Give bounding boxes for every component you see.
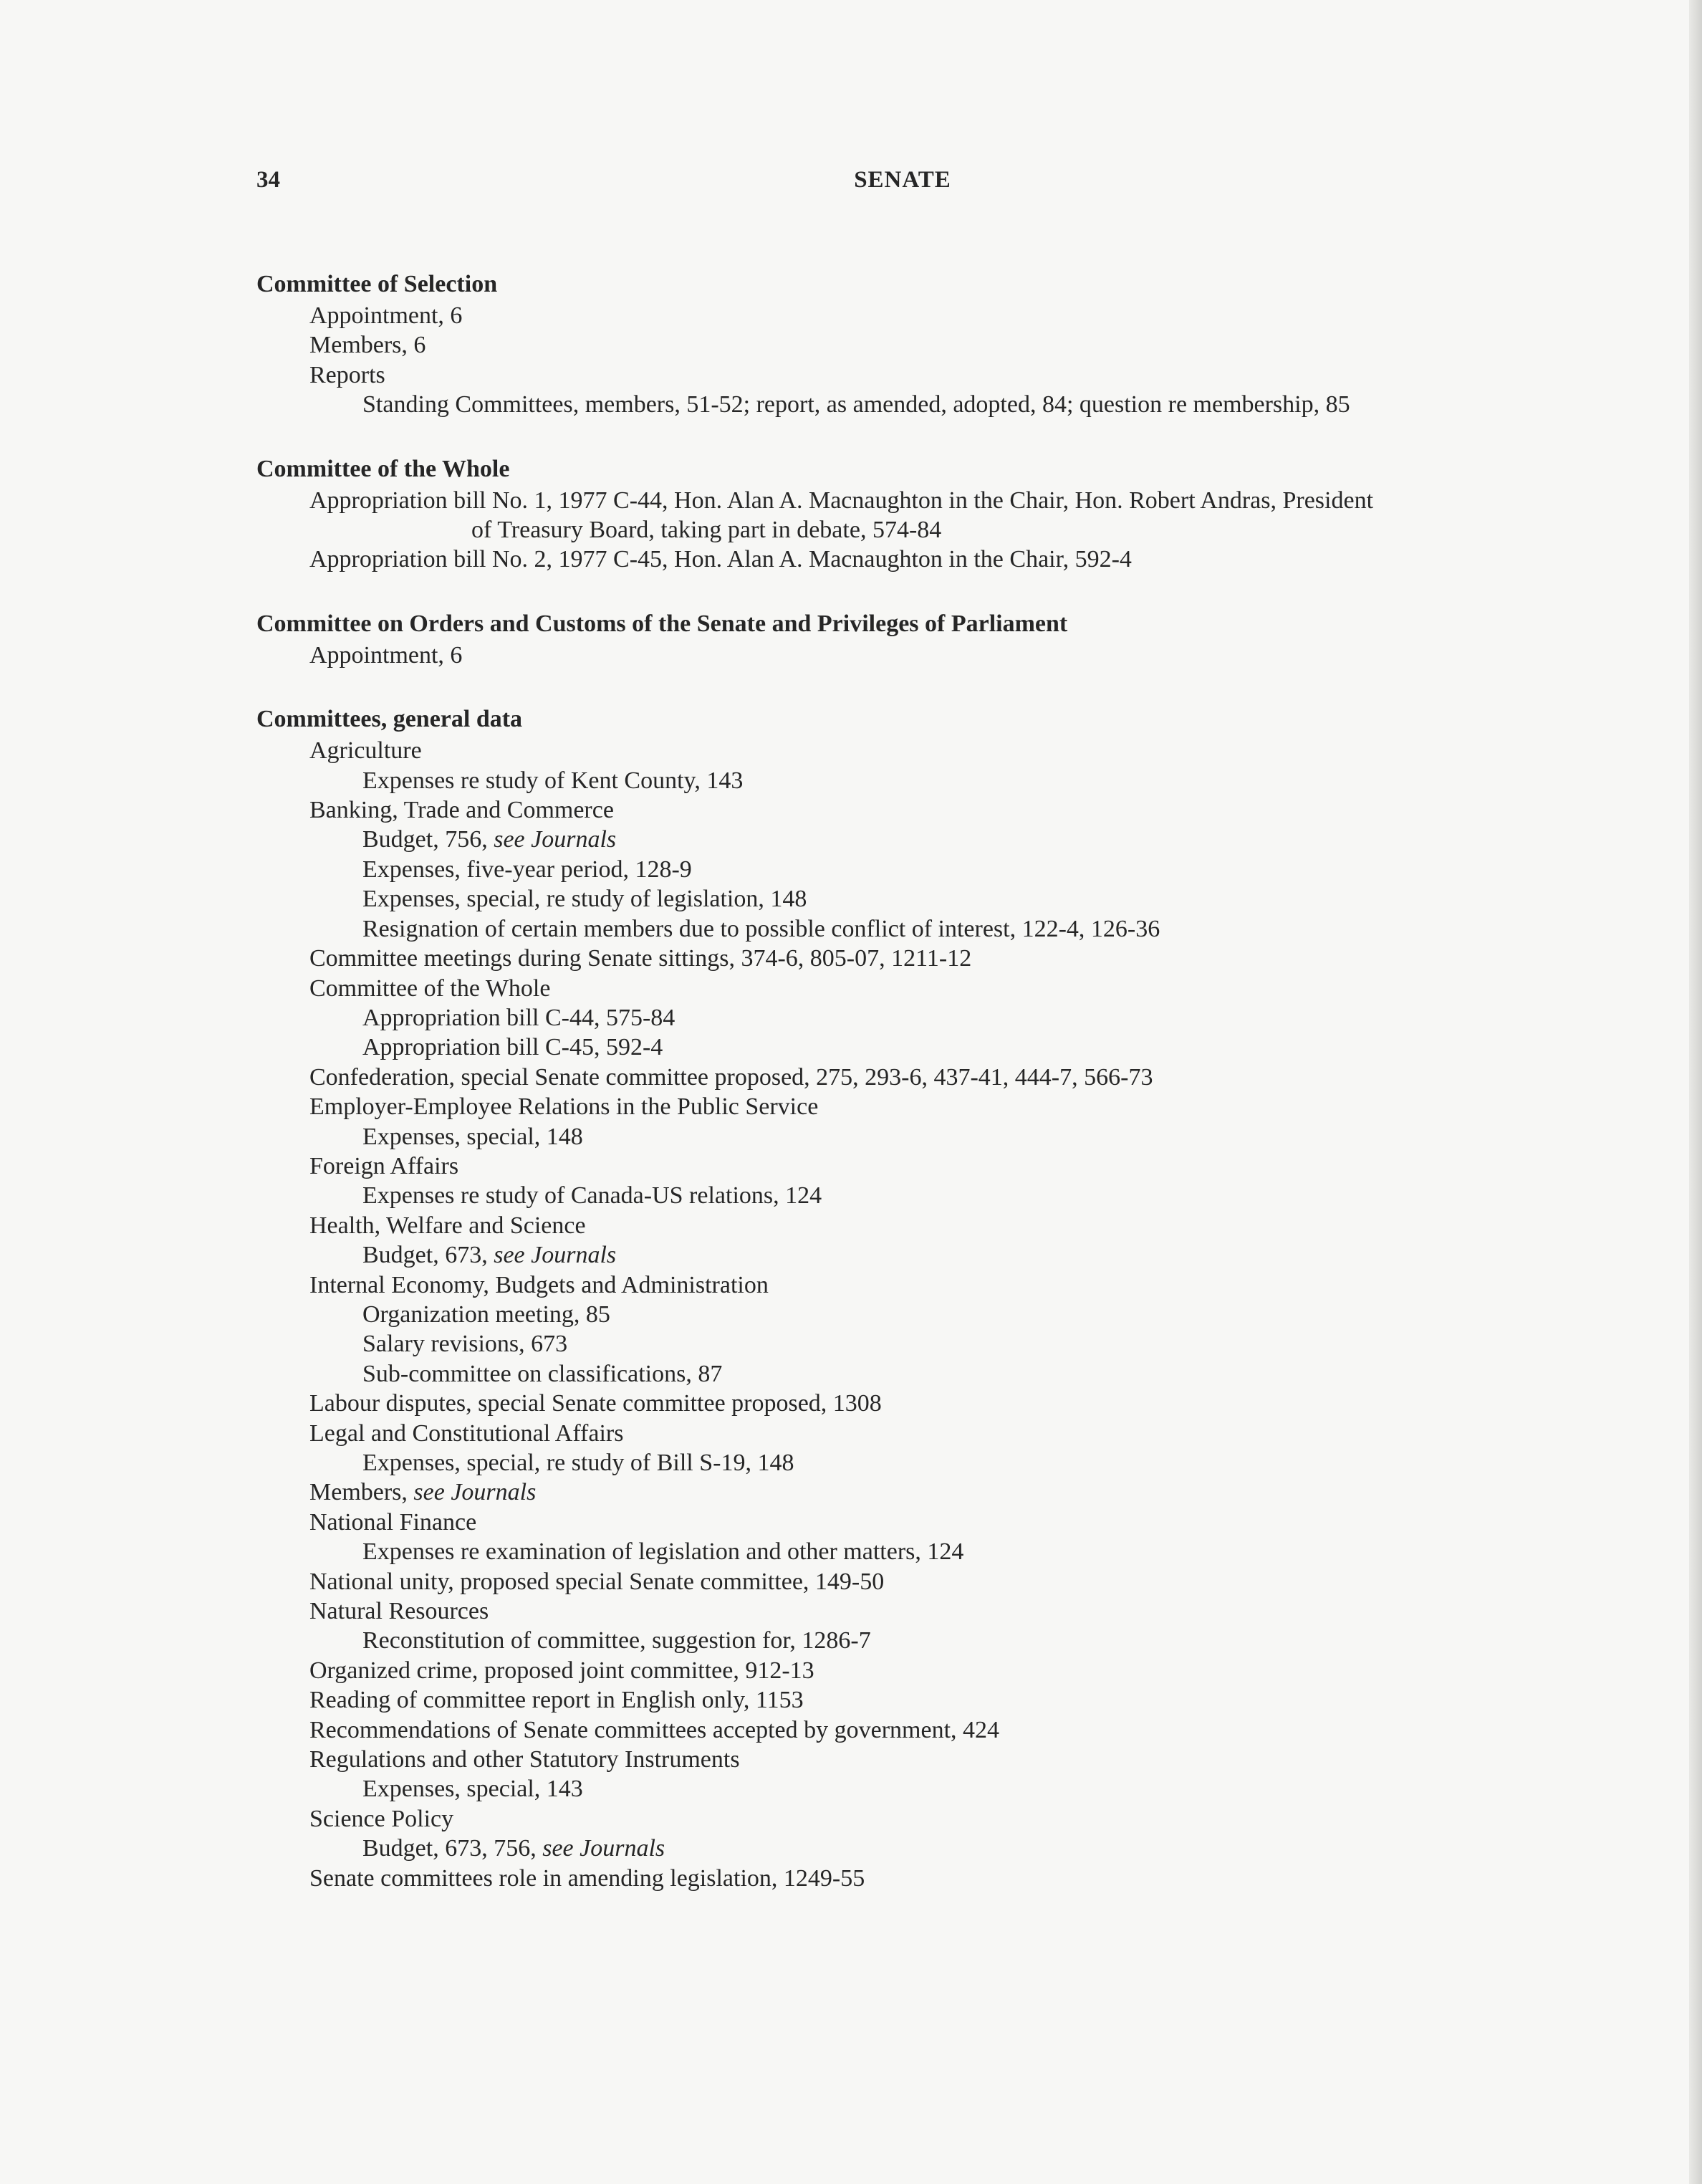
sub-subentry: Appropriation bill C-45, 592-4	[362, 1034, 663, 1061]
running-title: SENATE	[854, 167, 951, 193]
sub-subentry: Expenses, special, re study of Bill S-19, 148	[362, 1450, 794, 1476]
subentry: Recommendations of Senate committees accepted by government, 424	[309, 1716, 1000, 1743]
sub-subentry: Sub-committee on classifications, 87	[362, 1360, 723, 1387]
subentry: Senate committees role in amending legislation, 1249-55	[309, 1864, 865, 1892]
index-entry-committees-general-data	[256, 703, 1567, 1893]
subentry: Labour disputes, special Senate committee proposed, 1308	[309, 1390, 882, 1417]
subentry: Appropriation bill No. 2, 1977 C-45, Hon. Alan A. Macnaughton in the Chair, 592-4	[309, 546, 1132, 573]
cross-reference: see Journals	[494, 1242, 617, 1269]
entry-heading: Committee of the Whole	[256, 455, 510, 482]
sub-subentry	[256, 1240, 1567, 1270]
sub-subentry: Expenses, special, 148	[362, 1123, 583, 1150]
sub-subentry	[256, 1834, 1567, 1863]
subentry-text: Budget, 673, 756,	[362, 1835, 537, 1862]
subentry: Natural Resources	[309, 1598, 489, 1625]
subentry-text: Budget, 673,	[362, 1242, 488, 1269]
subentry: Members, 6	[309, 332, 426, 359]
sub-subentry: Appropriation bill C-44, 575-84	[362, 1004, 675, 1031]
sub-subentry: Expenses, special, re study of legislation, 148	[362, 886, 807, 913]
subentry: Committee meetings during Senate sittings, 374-6, 805-07, 1211-12	[309, 945, 972, 972]
sub-subentry: Expenses re study of Canada-US relations, 124	[362, 1182, 822, 1210]
subentry: Regulations and other Statutory Instruments	[309, 1746, 740, 1773]
sub-subentry: Resignation of certain members due to possible conflict of interest, 122-4, 126-36	[362, 915, 1160, 942]
subentry: Agriculture	[309, 737, 422, 765]
subentry-text: Budget, 756,	[362, 826, 488, 853]
sub-subentry: Expenses re examination of legislation and other matters, 124	[362, 1538, 964, 1566]
subentry: Appointment, 6	[309, 641, 463, 669]
subentry-text: Members,	[309, 1479, 408, 1506]
subentry: Banking, Trade and Commerce	[309, 797, 614, 824]
cross-reference: see Journals	[494, 826, 617, 853]
subentry: Organized crime, proposed joint committee, 912-13	[309, 1657, 814, 1684]
index-entry-committee-of-selection	[256, 268, 1567, 420]
subentry: National Finance	[309, 1508, 477, 1536]
sub-subentry: Expenses, five-year period, 128-9	[362, 856, 692, 883]
page-number: 34	[256, 167, 280, 193]
subentry: Employer-Employee Relations in the Public Service	[309, 1093, 819, 1121]
sub-subentry: Salary revisions, 673	[362, 1331, 568, 1358]
subentry: Foreign Affairs	[309, 1152, 459, 1179]
sub-subentry: Expenses re study of Kent County, 143	[362, 767, 744, 794]
subentry: Appropriation bill No. 1, 1977 C-44, Hon. Alan A. Macnaughton in the Chair, Hon. Robert Andras, President	[309, 487, 1374, 514]
subentry	[256, 1477, 1567, 1507]
page-header	[256, 162, 1549, 198]
index-entry-committee-on-orders-and-customs	[256, 608, 1567, 670]
subentry: Reports	[309, 361, 385, 388]
cross-reference: see Journals	[542, 1835, 665, 1862]
sub-subentry	[256, 825, 1567, 854]
subentry: Science Policy	[309, 1805, 454, 1832]
entry-heading: Committees, general data	[256, 706, 523, 733]
sub-subentry: Organization meeting, 85	[362, 1301, 610, 1328]
subentry: Appointment, 6	[309, 302, 463, 329]
entry-heading: Committee of Selection	[256, 271, 498, 297]
index-entry-committee-of-the-whole	[256, 453, 1567, 575]
cross-reference: see Journals	[413, 1479, 537, 1506]
sub-subentry: Expenses, special, 143	[362, 1776, 583, 1803]
subentry: Reading of committee report in English only, 1153	[309, 1687, 804, 1714]
subentry: Confederation, special Senate committee proposed, 275, 293-6, 437-41, 444-7, 566-73	[309, 1063, 1153, 1091]
page-edge	[1689, 0, 1702, 2184]
subentry: Legal and Constitutional Affairs	[309, 1419, 624, 1447]
subentry: Internal Economy, Budgets and Administration	[309, 1271, 769, 1298]
subentry: Health, Welfare and Science	[309, 1212, 586, 1239]
sub-subentry: Reconstitution of committee, suggestion for, 1286-7	[362, 1627, 871, 1654]
subentry-continuation: of Treasury Board, taking part in debate, 574-84	[471, 517, 942, 544]
entry-heading: Committee on Orders and Customs of the Senate and Privileges of Parliament	[256, 610, 1068, 637]
subentry: Committee of the Whole	[309, 974, 551, 1002]
subentry: National unity, proposed special Senate committee, 149-50	[309, 1568, 885, 1595]
index-body	[256, 268, 1567, 1926]
sub-subentry: Standing Committees, members, 51-52; report, as amended, adopted, 84; question re membership, 85	[362, 391, 1350, 418]
